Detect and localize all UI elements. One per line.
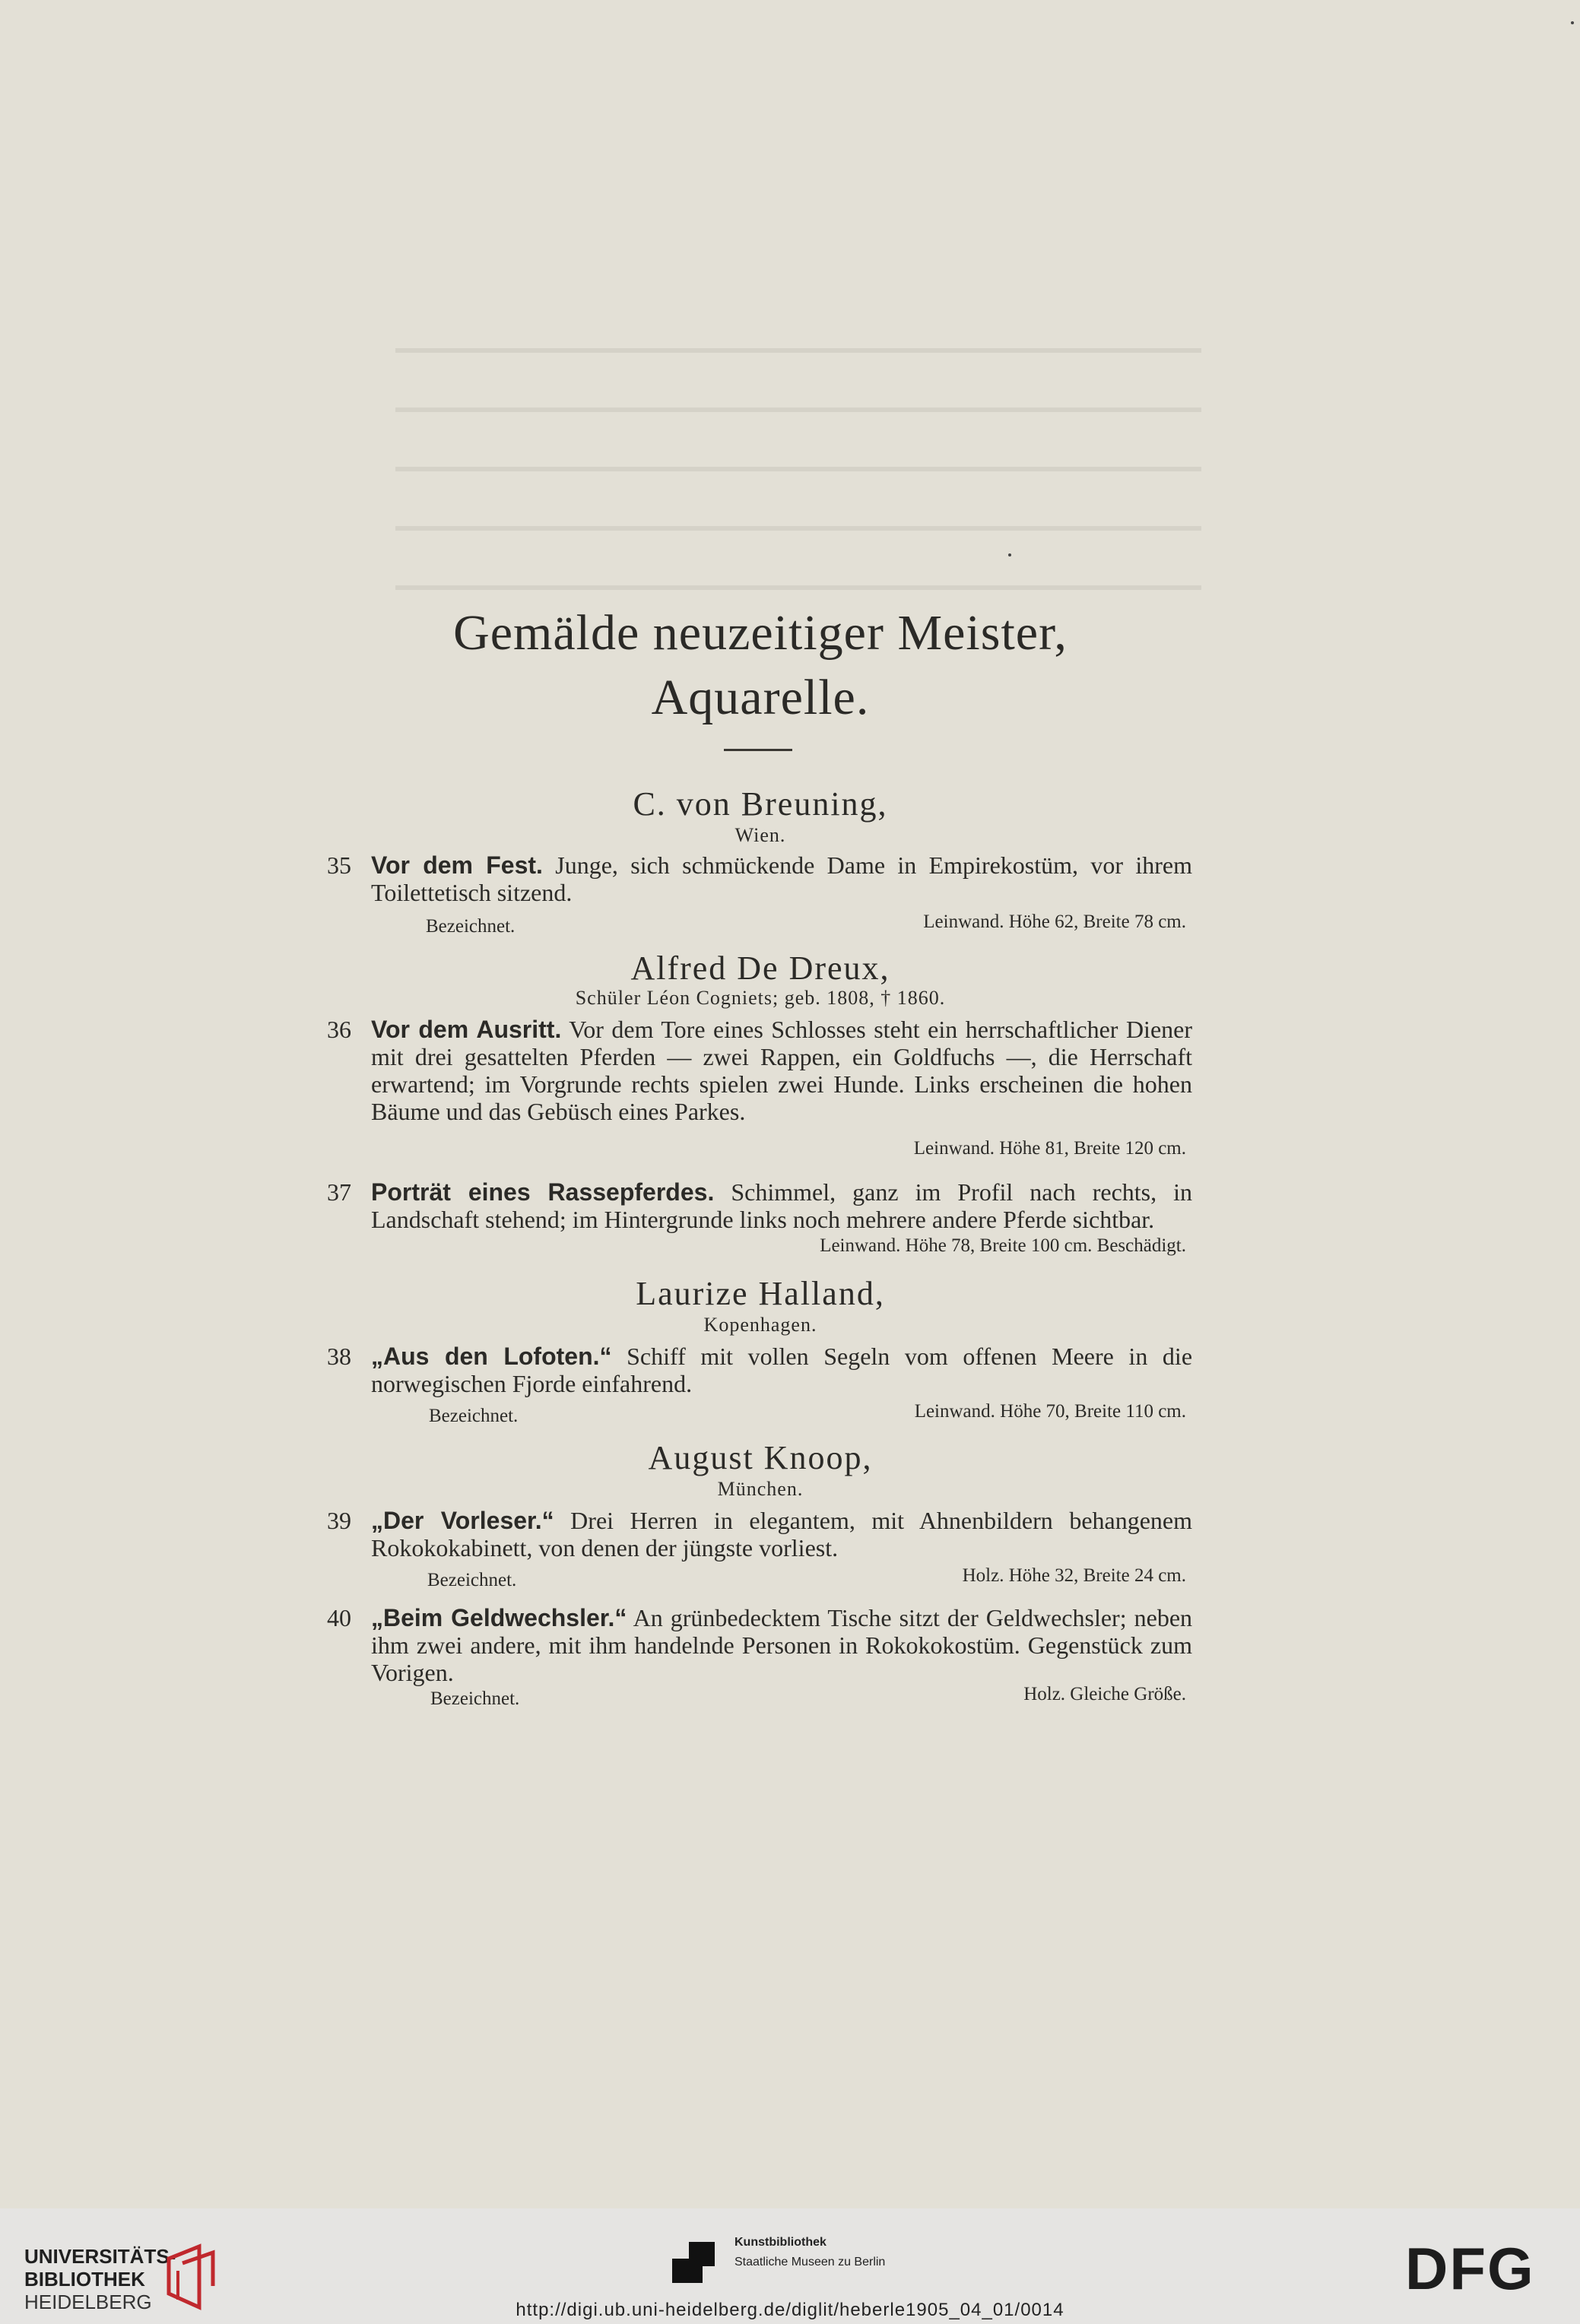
entry-text: An grünbedecktem Tische sitzt der Geldwechsler; neben ihm zwei andere, mit ihm handelnde Personen in Rokokokostüm. Gegenstück zum Vorigen. xyxy=(371,1604,1193,1686)
entry-title: „Der Vorleser.“ xyxy=(371,1507,554,1534)
entry-signed: Bezeichnet. xyxy=(430,1688,520,1709)
entry-number: 35 xyxy=(327,851,351,879)
entry-text: Schiff mit vollen Segeln vom offenen Meere in die norwegischen Fjorde einfahrend. xyxy=(371,1343,1193,1397)
entry-text: Schimmel, ganz im Profil nach rechts, in Landschaft stehend; im Hintergrunde links noch mehrere andere Pferde sichtbar. xyxy=(371,1178,1193,1233)
entry-text: Drei Herren in elegantem, mit Ahnenbildern behangenem Rokokokabinett, von denen der jüngste vorliest. xyxy=(371,1507,1193,1561)
entry-signed: Bezeichnet. xyxy=(427,1570,517,1590)
entry-title: „Aus den Lofoten.“ xyxy=(371,1343,612,1370)
page-title: Gemälde neuzeitiger Meister, xyxy=(453,605,1068,661)
entry-title: „Beim Geldwechsler.“ xyxy=(371,1604,627,1631)
title-divider xyxy=(724,749,792,751)
dfg-text: DFG xyxy=(1405,2239,1535,2300)
entry-number: 39 xyxy=(327,1507,351,1534)
kunstbibliothek-wordmark[interactable]: Kunstbibliothek Staatliche Museen zu Berlin xyxy=(734,2236,886,2269)
artist-place: Schüler Léon Cogniets; geb. 1808, † 1860. xyxy=(575,987,946,1009)
artist-name: Laurize Halland, xyxy=(636,1275,885,1312)
entry-description xyxy=(371,1343,1192,1397)
ub-heidelberg-wordmark[interactable]: UNIVERSITÄTS- BIBLIOTHEK HEIDELBERG xyxy=(24,2245,176,2313)
entry-signed: Bezeichnet. xyxy=(429,1406,519,1426)
scan-speck xyxy=(1008,553,1011,556)
entry-title: Porträt eines Rassepferdes. xyxy=(371,1178,715,1206)
catalog-entry xyxy=(327,851,1194,935)
viewer-footer xyxy=(0,2208,1580,2324)
catalog-entry xyxy=(327,1604,1194,1718)
entry-details: Holz. Höhe 32, Breite 24 cm. xyxy=(962,1565,1186,1586)
artist-name: August Knoop, xyxy=(648,1439,873,1476)
entry-text: Vor dem Tore eines Schlosses steht ein herrschaftlicher Diener mit drei gesattelten Pferden — zwei Rappen, ein Goldfuchs —, die Herrschaft erwartend; im Vorgrunde rechts spielen zwei Hunde. Links erscheinen die hohen Bäume und das Gebüsch eines Parkes. xyxy=(371,1016,1192,1125)
scan-speck xyxy=(1571,21,1574,24)
artist-place: München. xyxy=(717,1478,804,1500)
entry-number: 37 xyxy=(327,1178,351,1206)
catalog-entry xyxy=(327,1178,1194,1270)
entry-details: Leinwand. Höhe 81, Breite 120 cm. xyxy=(913,1138,1186,1159)
entry-details: Leinwand. Höhe 70, Breite 110 cm. xyxy=(914,1401,1186,1422)
entry-description xyxy=(371,1178,1192,1233)
entry-description xyxy=(371,1016,1192,1125)
entry-details: Leinwand. Höhe 78, Breite 100 cm. Beschädigt. xyxy=(820,1235,1186,1256)
bleed-through-text xyxy=(395,319,1201,593)
entry-details: Leinwand. Höhe 62, Breite 78 cm. xyxy=(923,912,1186,932)
catalog-entry xyxy=(327,1343,1194,1426)
catalog-entry xyxy=(327,1016,1194,1168)
entry-description xyxy=(371,1604,1192,1686)
entry-title: Vor dem Fest. xyxy=(371,851,543,879)
entry-text: Junge, sich schmückende Dame in Empirekostüm, vor ihrem Toilettetisch sitzend. xyxy=(371,851,1193,906)
entry-number: 40 xyxy=(327,1604,351,1631)
dfg-logo-icon[interactable] xyxy=(1405,2239,1557,2300)
entry-signed: Bezeichnet. xyxy=(426,916,516,937)
artist-name: C. von Breuning, xyxy=(633,785,888,823)
permalink-url[interactable]: http://digi.ub.uni-heidelberg.de/diglit/heberle1905_04_01/0014 xyxy=(516,2300,1064,2320)
entry-description xyxy=(371,851,1192,906)
entry-number: 36 xyxy=(327,1016,351,1043)
entry-number: 38 xyxy=(327,1343,351,1370)
artist-place: Kopenhagen. xyxy=(703,1314,817,1336)
catalog-entry xyxy=(327,1507,1194,1592)
entry-title: Vor dem Ausritt. xyxy=(371,1016,562,1043)
kunstbibliothek-logo-icon xyxy=(672,2236,721,2289)
entry-details: Holz. Gleiche Größe. xyxy=(1023,1684,1186,1704)
artist-name: Alfred De Dreux, xyxy=(630,950,890,987)
page-subtitle: Aquarelle. xyxy=(651,670,870,725)
entry-description xyxy=(371,1507,1192,1561)
artist-place: Wien. xyxy=(734,824,786,846)
